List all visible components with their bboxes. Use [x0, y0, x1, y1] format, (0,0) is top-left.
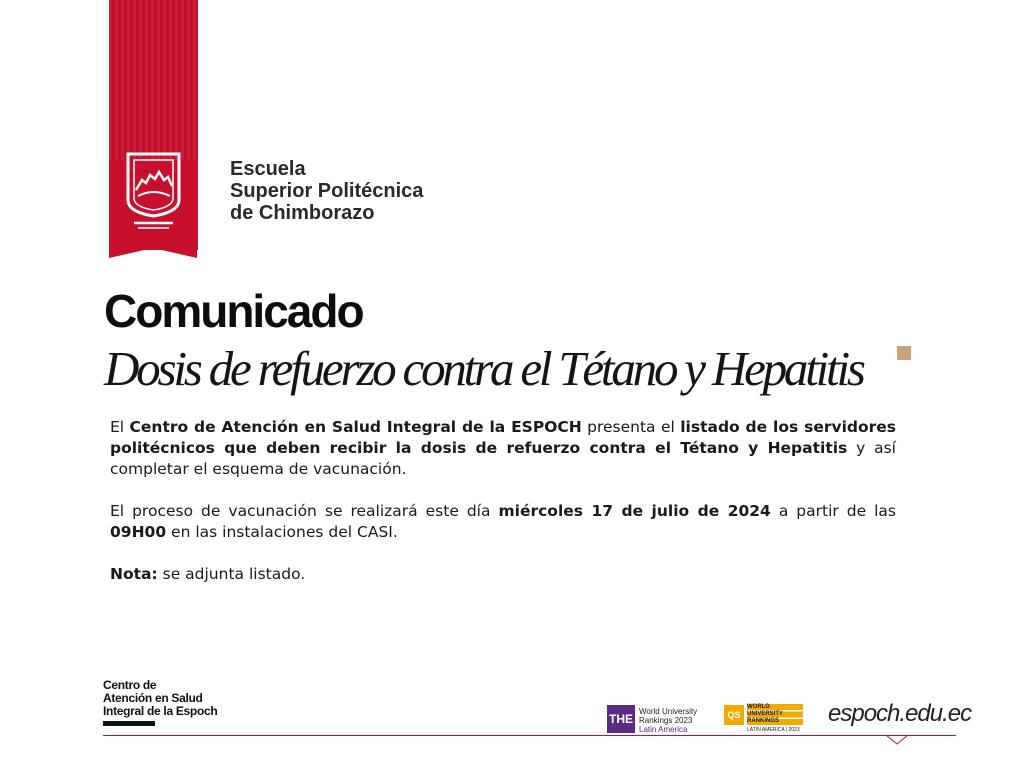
emphasis-text: 09H00	[110, 523, 167, 541]
qs-line: WORLD	[747, 704, 770, 710]
the-ranking-text	[639, 707, 697, 734]
espoch-crest-icon	[124, 150, 183, 230]
institution-line: Superior Politécnica	[230, 180, 424, 202]
casi-line: Integral de la Espoch	[103, 704, 218, 718]
body-text-run: El	[110, 418, 130, 436]
announcement-body	[110, 417, 896, 606]
paragraph-note	[110, 564, 896, 585]
casi-line: Centro de	[103, 678, 157, 692]
emphasis-text: Nota:	[110, 565, 158, 583]
website-link[interactable]: espoch.edu.ec	[828, 700, 972, 727]
emphasis-text: miércoles 17 de julio de 2024	[498, 502, 771, 520]
body-text-run: presenta el	[581, 418, 681, 436]
body-text-run: a partir de las	[770, 502, 896, 520]
footer-divider	[103, 735, 956, 736]
banner-notch	[109, 248, 197, 258]
chevron-down-icon	[886, 735, 908, 745]
qs-ranking-footnote: LATIN AMERICA | 2023	[747, 727, 800, 733]
qs-ranking-text	[747, 704, 783, 725]
institution-name	[230, 158, 423, 224]
page-title: Comunicado	[104, 285, 363, 337]
qs-line: RANKINGS	[747, 718, 780, 724]
the-line: Latin America	[639, 725, 688, 734]
institution-line: de Chimborazo	[230, 202, 375, 224]
body-text-run: El proceso de vacunación se realizará este día	[110, 502, 499, 520]
body-text-run: en las instalaciones del CASI.	[166, 523, 398, 541]
emphasis-text: Centro de Atención en Salud Integral de la ESPOCH	[129, 418, 582, 436]
body-text-run: se adjunta listado.	[157, 565, 306, 583]
qs-line: UNIVERSITY	[747, 711, 784, 717]
decorative-square	[897, 346, 911, 360]
paragraph-schedule	[110, 501, 896, 543]
casi-underline	[103, 721, 155, 726]
banner-texture	[109, 0, 198, 160]
the-ranking-badge: THE	[607, 705, 635, 733]
page-subtitle: Dosis de refuerzo contra el Tétano y Hepatitis	[104, 341, 863, 396]
casi-line: Atención en Salud	[103, 691, 203, 705]
the-line: World University	[639, 707, 698, 716]
paragraph-intro	[110, 417, 896, 480]
the-line: Rankings 2023	[639, 716, 693, 725]
qs-ranking-badge: QS	[724, 705, 744, 725]
emphasis-text: listado de los servidores politécnicos que deben recibir la dosis de refuerzo contra el Tétano y Hepatitis	[110, 418, 897, 457]
institution-line: Escuela	[230, 158, 306, 180]
body-text-run: y así completar el esquema de vacunación.	[110, 439, 896, 478]
casi-logo-text	[103, 679, 217, 718]
brand-banner	[109, 0, 198, 250]
